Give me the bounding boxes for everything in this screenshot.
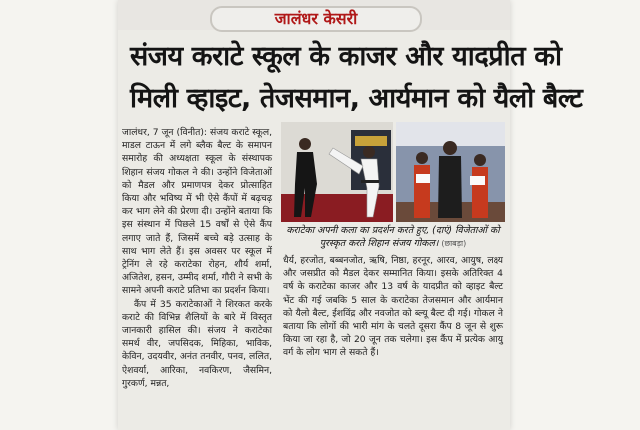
award-ceremony-illustration	[396, 122, 505, 222]
article-paragraph: जालंधर, 7 जून (विनीत): संजय कराटे स्कूल, माडल टाऊन में लगे ब्लैक बैल्ट के समापन समारोह की अध्यक्षता स्कूल के संस्थापक शिहान संजय गोकल ने की। उन्होंने विजेताओं को मैडल और प्रमाणपत्र देकर प्रोत्साहित किया और भविष्य में भी ऐसे कैंपों में बढ़चढ़ कर भाग लेने की प्रेरणा दी। उन्होंने बताया कि इस संस्थान में पिछले 15 वर्षों से ऐसे कैंप लगाए जाते हैं, जिसमें बच्चे बड़े उत्साह के साथ भाग लेते हैं। इस अवसर पर स्कूल में ट्रेनिंग ले रहे कराटेका रोहन, शौर्य शर्मा, अजितेश, हसन, उम्मीद शर्मा, गौरी ने सभी के सामने अपनी कराटे प्रतिभा का प्रदर्शन किया।	[122, 127, 272, 297]
article-paragraph: कैंप में 35 कराटेकाओं ने शिरकत करके कराटे की विभिन्न शैलियों के बारे में विस्तृत जानकारी हासिल की। संजय ने कराटेका समर्थ वीर, जपसिदक, मिहिका, भाविक, केविन, उदयवीर, अनंत तनवीर, पनव, ललित, ऐशवर्या, आरिका, नवकिरण, जैसमिन, गुरकर्ण, मन्नत,	[122, 298, 272, 389]
article-right-column	[283, 254, 503, 360]
headline-line-2: मिली व्हाइट, तेजसमान, आर्यमान को यैलो बैल्ट	[130, 83, 583, 114]
article-left-column	[122, 126, 272, 390]
masthead	[118, 0, 510, 30]
award-ceremony-photo	[396, 122, 505, 222]
photo-credit: (छाबड़ा)	[441, 239, 467, 248]
masthead-brand: जालंधर केसरी	[210, 6, 422, 32]
karate-demonstration-photo	[281, 122, 393, 222]
headline-line-1: संजय कराटे स्कूल के काजर और यादप्रीत को	[130, 41, 562, 72]
photo-collage	[281, 122, 505, 222]
photo-caption	[283, 224, 503, 250]
karate-demonstration-illustration	[281, 122, 393, 222]
photo-caption-text: कराटेका अपनी कला का प्रदर्शन करते हुए, (दाएं) विजेताओं को पुरस्कृत करते शिहान संजय गोकल।	[286, 225, 500, 249]
article-paragraph: धैर्य, हरजोत, बब्बनजोत, ऋषि, निष्ठा, हरनूर, आरव, आयुष, लक्ष्य और जसप्रीत को मैडल देकर सम्मानित किया। इसके अतिरिक्त 4 वर्ष के कराटेका काजर और 13 वर्ष के यादप्रीत को व्हाइट बैल्ट भेंट की गई जबकि 5 साल के कराटेका तेजसमान और आर्यमान को यैलो बैल्ट, ईशविंद्र और नवजोत को ब्ल्यू बैल्ट दी गई। गोकल ने बताया कि लोगों की भारी मांग के चलते दूसरा कैंप 8 जून से शुरू किया जा रहा है, जो 20 जून तक चलेगा। इस कैंप में प्रत्येक आयु वर्ग के लोग भाग ले सकते हैं।	[283, 255, 503, 359]
newspaper-clipping	[118, 0, 583, 430]
